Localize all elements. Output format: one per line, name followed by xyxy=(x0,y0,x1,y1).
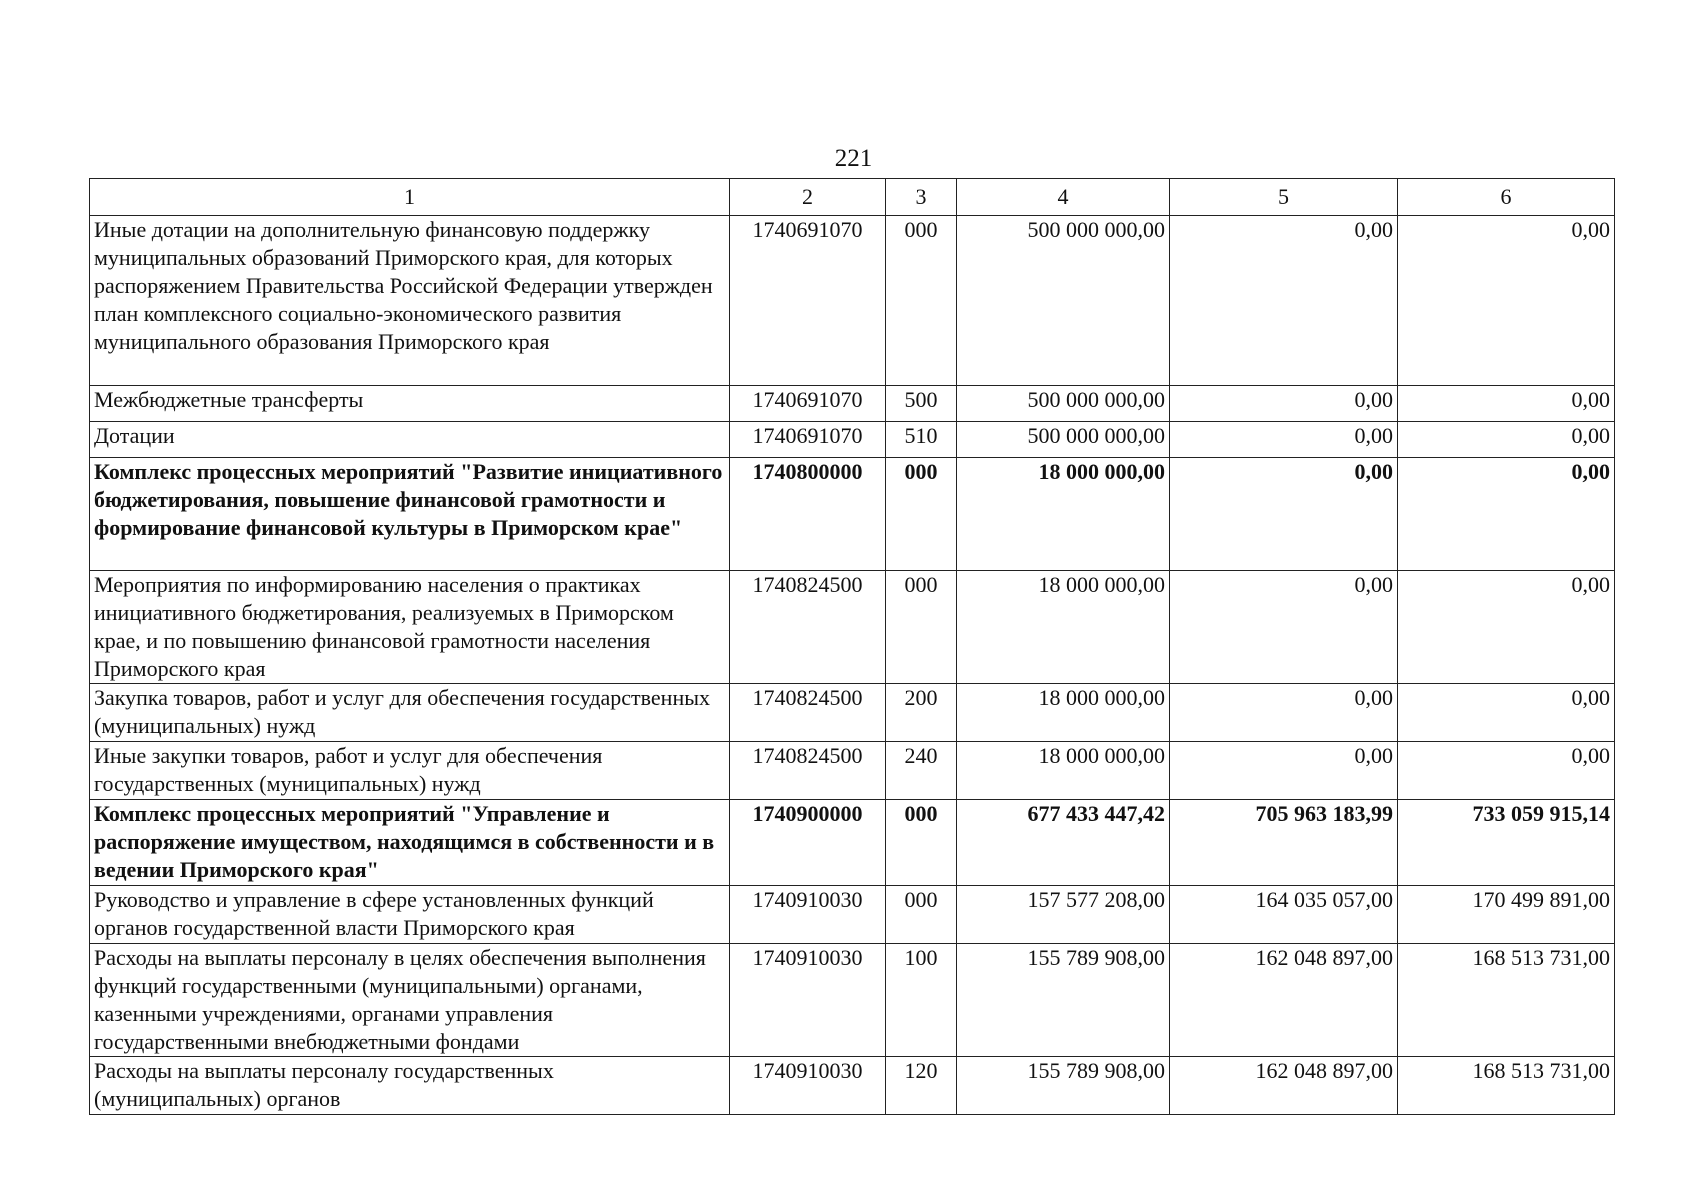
row-value-col4: 500 000 000,00 xyxy=(957,422,1170,458)
table-row xyxy=(90,1057,1615,1115)
row-value-col5: 0,00 xyxy=(1170,684,1398,742)
column-header: 4 xyxy=(957,179,1170,216)
table-row xyxy=(90,800,1615,886)
row-target-code: 1740824500 xyxy=(730,684,886,742)
row-value-col5: 162 048 897,00 xyxy=(1170,944,1398,1057)
table-row xyxy=(90,944,1615,1057)
row-value-col4: 500 000 000,00 xyxy=(957,216,1170,386)
row-target-code: 1740910030 xyxy=(730,886,886,944)
row-target-code: 1740824500 xyxy=(730,742,886,800)
row-value-col4: 18 000 000,00 xyxy=(957,571,1170,684)
row-value-col4: 155 789 908,00 xyxy=(957,944,1170,1057)
table-header-row xyxy=(90,179,1615,216)
row-value-col6: 0,00 xyxy=(1398,684,1615,742)
row-value-col6: 733 059 915,14 xyxy=(1398,800,1615,886)
row-target-code: 1740900000 xyxy=(730,800,886,886)
row-expense-type: 000 xyxy=(886,216,957,386)
row-value-col5: 0,00 xyxy=(1170,216,1398,386)
row-value-col5: 705 963 183,99 xyxy=(1170,800,1398,886)
table-row xyxy=(90,386,1615,422)
row-name: Иные дотации на дополнительную финансовую поддержку муниципальных образований Приморского края, для которых распоряжением Правительства Российской Федерации утвержден план комплексного социально-экономического развития муниципального образования Приморского края xyxy=(90,216,730,386)
row-expense-type: 100 xyxy=(886,944,957,1057)
row-value-col4: 155 789 908,00 xyxy=(957,1057,1170,1115)
row-value-col4: 500 000 000,00 xyxy=(957,386,1170,422)
row-value-col6: 168 513 731,00 xyxy=(1398,944,1615,1057)
row-name: Руководство и управление в сфере установленных функций органов государственной власти Приморского края xyxy=(90,886,730,944)
row-name: Комплекс процессных мероприятий "Развитие инициативного бюджетирования, повышение финансовой грамотности и формирование финансовой культуры в Приморском крае" xyxy=(90,458,730,571)
page-number: 221 xyxy=(834,145,873,172)
row-name: Закупка товаров, работ и услуг для обеспечения государственных (муниципальных) нужд xyxy=(90,684,730,742)
column-header: 6 xyxy=(1398,179,1615,216)
column-header: 1 xyxy=(90,179,730,216)
row-value-col5: 162 048 897,00 xyxy=(1170,1057,1398,1115)
table-row xyxy=(90,458,1615,571)
table-row xyxy=(90,216,1615,386)
row-expense-type: 200 xyxy=(886,684,957,742)
row-value-col5: 0,00 xyxy=(1170,571,1398,684)
row-name: Мероприятия по информированию населения о практиках инициативного бюджетирования, реализуемых в Приморском крае, и по повышению финансовой грамотности населения Приморского края xyxy=(90,571,730,684)
table-row xyxy=(90,886,1615,944)
row-expense-type: 120 xyxy=(886,1057,957,1115)
row-expense-type: 000 xyxy=(886,571,957,684)
row-name: Иные закупки товаров, работ и услуг для обеспечения государственных (муниципальных) нужд xyxy=(90,742,730,800)
row-value-col6: 0,00 xyxy=(1398,571,1615,684)
budget-table xyxy=(89,178,1615,1115)
row-value-col6: 170 499 891,00 xyxy=(1398,886,1615,944)
row-value-col5: 0,00 xyxy=(1170,386,1398,422)
row-name: Расходы на выплаты персоналу государственных (муниципальных) органов xyxy=(90,1057,730,1115)
column-header: 3 xyxy=(886,179,957,216)
row-expense-type: 000 xyxy=(886,458,957,571)
row-value-col6: 0,00 xyxy=(1398,742,1615,800)
row-name: Межбюджетные трансферты xyxy=(90,386,730,422)
table-row xyxy=(90,571,1615,684)
row-value-col5: 0,00 xyxy=(1170,742,1398,800)
row-value-col5: 164 035 057,00 xyxy=(1170,886,1398,944)
row-value-col4: 157 577 208,00 xyxy=(957,886,1170,944)
row-target-code: 1740691070 xyxy=(730,422,886,458)
row-value-col6: 0,00 xyxy=(1398,386,1615,422)
row-expense-type: 510 xyxy=(886,422,957,458)
row-value-col4: 18 000 000,00 xyxy=(957,684,1170,742)
table-row xyxy=(90,422,1615,458)
row-expense-type: 000 xyxy=(886,886,957,944)
table-row xyxy=(90,684,1615,742)
row-value-col5: 0,00 xyxy=(1170,458,1398,571)
row-value-col6: 0,00 xyxy=(1398,216,1615,386)
row-target-code: 1740910030 xyxy=(730,944,886,1057)
column-header: 2 xyxy=(730,179,886,216)
row-target-code: 1740691070 xyxy=(730,216,886,386)
row-expense-type: 000 xyxy=(886,800,957,886)
row-name: Комплекс процессных мероприятий "Управление и распоряжение имуществом, находящимся в собственности и в ведении Приморского края" xyxy=(90,800,730,886)
row-name: Расходы на выплаты персоналу в целях обеспечения выполнения функций государственными (муниципальными) органами, казенными учреждениями, органами управления государственными внебюджетными фондами xyxy=(90,944,730,1057)
column-header: 5 xyxy=(1170,179,1398,216)
row-name: Дотации xyxy=(90,422,730,458)
row-value-col4: 18 000 000,00 xyxy=(957,458,1170,571)
row-target-code: 1740910030 xyxy=(730,1057,886,1115)
row-value-col4: 677 433 447,42 xyxy=(957,800,1170,886)
table-row xyxy=(90,742,1615,800)
row-value-col4: 18 000 000,00 xyxy=(957,742,1170,800)
row-target-code: 1740824500 xyxy=(730,571,886,684)
row-target-code: 1740800000 xyxy=(730,458,886,571)
row-expense-type: 500 xyxy=(886,386,957,422)
row-expense-type: 240 xyxy=(886,742,957,800)
row-value-col6: 0,00 xyxy=(1398,422,1615,458)
row-value-col6: 0,00 xyxy=(1398,458,1615,571)
row-value-col6: 168 513 731,00 xyxy=(1398,1057,1615,1115)
row-target-code: 1740691070 xyxy=(730,386,886,422)
row-value-col5: 0,00 xyxy=(1170,422,1398,458)
